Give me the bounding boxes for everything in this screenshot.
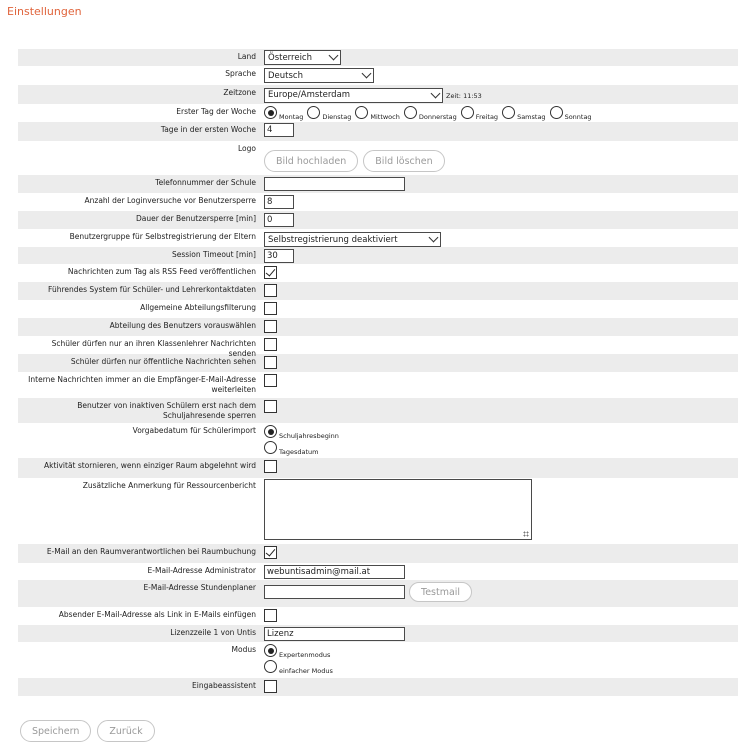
row-email-raum: [18, 544, 738, 563]
label-abteilungsfilterung: Allgemeine Abteilungsfilterung: [140, 303, 256, 312]
label-aktivitaet: Aktivität stornieren, wenn einziger Raum abgelehnt wird: [43, 461, 256, 470]
row-inaktive-schueler: [18, 398, 738, 423]
row-zeitzone: [18, 85, 738, 104]
radio-option-mittwoch[interactable]: Mittwoch: [355, 106, 400, 119]
label-schueler-oeffentlich: Schüler dürfen nur öffentliche Nachrichten sehen: [70, 357, 256, 366]
label-benutzergruppe: Benutzergruppe für Selbstregistrierung der Eltern: [69, 232, 256, 241]
row-benutzergruppe: [18, 229, 738, 247]
label-login-versuche: Anzahl der Loginversuche vor Benutzersperre: [84, 196, 256, 205]
radio-schuljahresbeginn[interactable]: [264, 425, 277, 438]
row-abteilung-vorauswahl: [18, 318, 738, 336]
chevron-down-icon: [362, 69, 372, 79]
label-email-raum: E-Mail an den Raumverantwortlichen bei Raumbuchung: [46, 547, 256, 556]
row-schueler-oeffentlich: [18, 354, 738, 372]
sperre-dauer-input[interactable]: 0: [264, 213, 294, 227]
row-aktivitaet: [18, 458, 738, 478]
radio-option-dienstag[interactable]: Dienstag: [307, 106, 351, 119]
row-session-timeout: [18, 247, 738, 264]
label-session-timeout: Session Timeout [min]: [171, 250, 256, 259]
radio-option-sonntag[interactable]: Sonntag: [550, 106, 592, 119]
email-admin-input[interactable]: webuntisadmin@mail.at: [264, 565, 405, 579]
row-tage-erste-woche: [18, 122, 738, 141]
email-raum-checkbox[interactable]: [264, 546, 277, 559]
back-button[interactable]: Zurück: [97, 720, 154, 742]
interne-nachrichten-checkbox[interactable]: [264, 374, 277, 387]
row-email-admin: [18, 563, 738, 580]
login-versuche-input[interactable]: 8: [264, 195, 294, 209]
benutzergruppe-value: Selbstregistrierung deaktiviert: [268, 234, 398, 245]
label-erster-tag: Erster Tag der Woche: [176, 107, 256, 116]
row-land: [18, 49, 738, 66]
label-schueler-klassenlehrer: Schüler dürfen nur an ihren Klassenlehrer Nachrichten senden: [51, 339, 256, 358]
radio-samstag[interactable]: [502, 106, 515, 119]
row-vorgabedatum: [18, 423, 738, 458]
label-modus: Modus: [231, 645, 256, 654]
settings-form: [18, 49, 738, 696]
label-inaktive-schueler: Benutzer von inaktiven Schülern erst nach dem Schuljahresende sperren: [77, 401, 256, 420]
radio-option-einfacher-modus[interactable]: einfacher Modus: [264, 660, 333, 673]
row-schueler-klassenlehrer: [18, 336, 738, 358]
row-fuehrendes-system: [18, 282, 738, 300]
session-timeout-input[interactable]: 30: [264, 249, 294, 263]
zeitzone-select[interactable]: [264, 88, 443, 103]
upload-image-button[interactable]: Bild hochladen: [264, 150, 358, 172]
label-land: Land: [237, 52, 256, 61]
zeitzone-value: Europe/Amsterdam: [268, 90, 351, 100]
radio-option-schuljahresbeginn[interactable]: Schuljahresbeginn: [264, 425, 339, 438]
chevron-down-icon: [431, 88, 441, 98]
page-title: Einstellungen: [7, 5, 82, 18]
row-lizenzzeile: [18, 625, 738, 642]
fuehrendes-system-checkbox[interactable]: [264, 284, 277, 297]
row-logo: [18, 141, 738, 175]
tage-erste-woche-input[interactable]: 4: [264, 123, 294, 137]
radio-dienstag[interactable]: [307, 106, 320, 119]
row-modus: [18, 642, 738, 678]
label-email-admin: E-Mail-Adresse Administrator: [147, 566, 256, 575]
land-value: Österreich: [268, 52, 312, 63]
row-erster-tag: [18, 104, 738, 122]
label-zeitzone: Zeitzone: [223, 88, 256, 97]
label-sperre-dauer: Dauer der Benutzersperre [min]: [135, 214, 256, 223]
anmerkung-textarea[interactable]: [264, 479, 532, 540]
label-rss: Nachrichten zum Tag als RSS Feed veröffentlichen: [67, 267, 256, 276]
label-absender-link: Absender E-Mail-Adresse als Link in E-Mails einfügen: [58, 610, 256, 619]
email-stundenplaner-input[interactable]: [264, 585, 405, 599]
radio-einfacher-modus[interactable]: [264, 660, 277, 673]
row-rss: [18, 264, 738, 282]
delete-image-button[interactable]: Bild löschen: [363, 150, 444, 172]
radio-montag[interactable]: [264, 106, 277, 119]
label-vorgabedatum: Vorgabedatum für Schülerimport: [132, 426, 256, 435]
save-button[interactable]: Speichern: [20, 720, 91, 742]
row-login-versuche: [18, 193, 738, 211]
label-interne-nachrichten: Interne Nachrichten immer an die Empfänger-E-Mail-Adresse weiterleiten: [28, 375, 256, 394]
label-anmerkung: Zusätzliche Anmerkung für Ressourcenbericht: [82, 481, 256, 490]
radio-option-donnerstag[interactable]: Donnerstag: [404, 106, 457, 119]
abteilung-vorauswahl-checkbox[interactable]: [264, 320, 277, 333]
radio-sonntag[interactable]: [550, 106, 563, 119]
radio-tagesdatum[interactable]: [264, 441, 277, 454]
label-tage-erste-woche: Tage in der ersten Woche: [160, 125, 256, 134]
inaktive-schueler-checkbox[interactable]: [264, 400, 277, 413]
row-absender-link: [18, 607, 738, 625]
lizenzzeile-input[interactable]: Lizenz: [264, 627, 405, 641]
absender-link-checkbox[interactable]: [264, 609, 277, 622]
testmail-button[interactable]: Testmail: [409, 582, 472, 602]
radio-freitag[interactable]: [461, 106, 474, 119]
label-lizenzzeile: Lizenzzeile 1 von Untis: [170, 628, 256, 637]
label-eingabeassistent: Eingabeassistent: [192, 681, 256, 690]
land-select[interactable]: [264, 50, 341, 65]
radio-option-tagesdatum[interactable]: Tagesdatum: [264, 441, 319, 454]
resize-grip-icon[interactable]: [523, 531, 529, 537]
aktivitaet-checkbox[interactable]: [264, 460, 277, 473]
abteilungsfilterung-checkbox[interactable]: [264, 302, 277, 315]
schueler-klassenlehrer-checkbox[interactable]: [264, 338, 277, 351]
row-telefon: [18, 175, 738, 193]
radio-option-freitag[interactable]: Freitag: [461, 106, 498, 119]
radio-option-expertenmodus[interactable]: Expertenmodus: [264, 644, 330, 657]
chevron-down-icon: [329, 51, 339, 61]
radio-mittwoch[interactable]: [355, 106, 368, 119]
row-interne-nachrichten: [18, 372, 738, 398]
row-eingabeassistent: [18, 678, 738, 696]
label-sprache: Sprache: [225, 69, 256, 78]
radio-option-montag[interactable]: Montag: [264, 106, 303, 119]
chevron-down-icon: [429, 233, 439, 243]
row-email-stundenplaner: [18, 580, 738, 607]
sprache-select[interactable]: [264, 68, 374, 83]
row-anmerkung: [18, 478, 738, 544]
radio-option-samstag[interactable]: Samstag: [502, 106, 546, 119]
benutzergruppe-select[interactable]: [264, 232, 441, 247]
row-abteilungsfilterung: [18, 300, 738, 318]
label-fuehrendes-system: Führendes System für Schüler- und Lehrerkontaktdaten: [48, 285, 256, 294]
schueler-oeffentlich-checkbox[interactable]: [264, 356, 277, 369]
current-time: Zeit: 11:53: [446, 92, 482, 100]
row-sprache: [18, 66, 738, 85]
footer-actions: [20, 720, 155, 742]
rss-checkbox[interactable]: [264, 266, 277, 279]
eingabeassistent-checkbox[interactable]: [264, 680, 277, 693]
label-email-stundenplaner: E-Mail-Adresse Stundenplaner: [143, 583, 256, 592]
radio-donnerstag[interactable]: [404, 106, 417, 119]
label-logo: Logo: [238, 144, 256, 153]
row-sperre-dauer: [18, 211, 738, 229]
radio-expertenmodus[interactable]: [264, 644, 277, 657]
label-telefon: Telefonnummer der Schule: [155, 178, 256, 187]
telefon-input[interactable]: [264, 177, 405, 191]
label-abteilung-vorauswahl: Abteilung des Benutzers vorauswählen: [109, 321, 256, 330]
sprache-value: Deutsch: [268, 70, 303, 81]
